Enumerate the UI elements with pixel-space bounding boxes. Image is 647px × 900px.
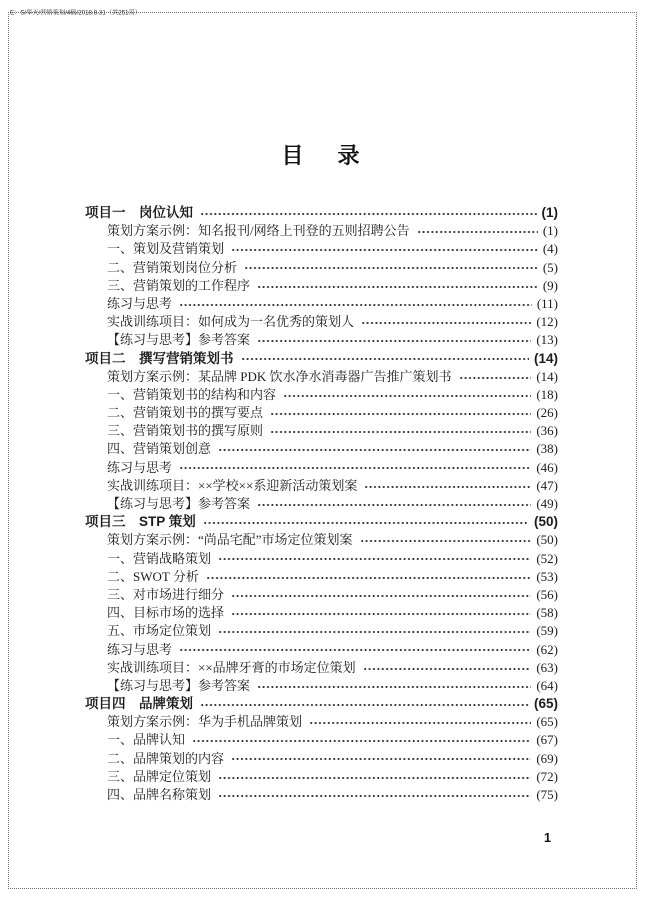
- toc-entry-label: 二、营销策划书的撰写要点: [107, 405, 264, 421]
- toc-entry: [85, 695, 558, 713]
- leader-dots: [241, 350, 529, 368]
- leader-dots: [244, 259, 538, 277]
- toc-entry-label: 三、营销策划的工作程序: [107, 277, 251, 293]
- toc-entry: [85, 368, 558, 386]
- toc-entry-page-number: (56): [536, 586, 558, 602]
- page-title: 目 录: [281, 143, 366, 168]
- toc-entry-page-number: (64): [536, 677, 558, 693]
- toc-entry-page-number: (47): [536, 477, 558, 493]
- leader-dots: [192, 731, 531, 749]
- toc-entry: [85, 531, 558, 549]
- toc-entry: [85, 641, 558, 659]
- toc-entry-label: 二、营销策划岗位分析: [107, 259, 238, 275]
- leader-dots: [459, 368, 532, 386]
- leader-dots: [218, 768, 531, 786]
- toc-entry-label: 策划方案示例：某品牌 PDK 饮水净水消毒器广告推广策划书: [107, 368, 452, 384]
- toc-entry: [85, 677, 558, 695]
- toc-entry-page-number: (65): [536, 714, 558, 730]
- toc-entry: [85, 713, 558, 731]
- toc-entry: [85, 295, 558, 313]
- toc-entry-label: 实战训练项目：××品牌牙膏的市场定位策划: [107, 659, 356, 675]
- toc-entry-page-number: (69): [536, 750, 558, 766]
- toc-entry-label: 【练习与思考】参考答案: [107, 677, 251, 693]
- leader-dots: [179, 641, 531, 659]
- toc-entry: [85, 204, 558, 222]
- toc-entry-page-number: (9): [542, 277, 558, 293]
- toc-entry-page-number: (12): [536, 314, 558, 330]
- toc-entry-page-number: (58): [536, 605, 558, 621]
- toc-entry: [85, 513, 558, 531]
- toc-entry-page-number: (63): [536, 659, 558, 675]
- toc-entry-label: 实战训练项目：××学校××系迎新活动策划案: [107, 477, 358, 493]
- leader-dots: [257, 495, 531, 513]
- leader-dots: [218, 786, 531, 804]
- toc-entry: [85, 550, 558, 568]
- toc-entry: [85, 422, 558, 440]
- toc-entry-label: 策划方案示例：“尚品宅配”市场定位策划案: [107, 532, 353, 548]
- leader-dots: [257, 331, 531, 349]
- toc-entry: [85, 659, 558, 677]
- toc-entry-label: 三、品牌定位策划: [107, 768, 212, 784]
- toc-entry: [85, 440, 558, 458]
- leader-dots: [231, 604, 531, 622]
- toc-entry-label: 项目一 岗位认知: [85, 205, 193, 220]
- toc-entry-page-number: (49): [536, 496, 558, 511]
- toc-entry-label: 一、品牌认知: [107, 732, 186, 748]
- leader-dots: [231, 750, 531, 768]
- toc-entry: [85, 495, 558, 513]
- leader-dots: [203, 513, 529, 531]
- leader-dots: [218, 622, 531, 640]
- leader-dots: [364, 477, 531, 495]
- toc-entry-label: 三、营销策划书的撰写原则: [107, 423, 264, 439]
- toc-entry: [85, 240, 558, 258]
- toc-entry-label: 一、营销策划书的结构和内容: [107, 386, 277, 402]
- toc-entry: [85, 731, 558, 749]
- toc-entry-label: 二、品牌策划的内容: [107, 750, 225, 766]
- toc-entry-page-number: (67): [536, 732, 558, 748]
- toc-entry-label: 一、营销战略策划: [107, 550, 212, 566]
- toc-entry: [85, 568, 558, 586]
- toc-entry-label: 五、市场定位策划: [107, 623, 212, 639]
- toc-entry: [85, 404, 558, 422]
- toc-entry-page-number: (46): [536, 459, 558, 475]
- leader-dots: [270, 422, 531, 440]
- toc-list: [85, 204, 558, 804]
- toc-entry-page-number: (13): [536, 332, 558, 348]
- toc-entry-page-number: (53): [536, 568, 558, 584]
- toc-entry-page-number: (65): [533, 696, 558, 712]
- toc-entry-label: 四、目标市场的选择: [107, 605, 225, 621]
- toc-entry: [85, 259, 558, 277]
- toc-entry-label: 练习与思考: [107, 295, 173, 311]
- leader-dots: [231, 586, 531, 604]
- toc-entry-page-number: (72): [536, 768, 558, 784]
- leader-dots: [231, 240, 538, 258]
- toc-entry-label: 【练习与思考】参考答案: [107, 332, 251, 348]
- toc-entry-page-number: (62): [536, 641, 558, 657]
- toc-entry-page-number: (5): [542, 259, 558, 275]
- toc-entry-page-number: (1): [541, 205, 558, 220]
- toc-entry-label: 策划方案示例：华为手机品牌策划: [107, 714, 303, 730]
- toc-entry-label: 二、SWOT 分析: [107, 568, 199, 584]
- toc-entry-page-number: (38): [536, 441, 558, 457]
- leader-dots: [179, 459, 531, 477]
- toc-entry-page-number: (75): [536, 787, 558, 802]
- leader-dots: [206, 568, 531, 586]
- leader-dots: [417, 222, 538, 240]
- leader-dots: [257, 677, 531, 695]
- toc-entry-page-number: (18): [536, 386, 558, 402]
- toc-entry: [85, 277, 558, 295]
- toc-entry-label: 一、策划及营销策划: [107, 241, 225, 257]
- leader-dots: [363, 659, 532, 677]
- page-number: 1: [544, 831, 551, 845]
- toc-entry: [85, 477, 558, 495]
- toc-entry: [85, 222, 558, 240]
- toc-entry-label: 【练习与思考】参考答案: [107, 496, 251, 511]
- toc-entry-page-number: (11): [536, 295, 558, 311]
- toc-entry: [85, 331, 558, 349]
- toc-entry-page-number: (50): [536, 532, 558, 548]
- leader-dots: [270, 404, 531, 422]
- toc-entry-page-number: (4): [542, 241, 558, 257]
- toc-entry-label: 策划方案示例：知名报刊/网络上刊登的五则招聘公告: [107, 223, 410, 239]
- toc-entry: [85, 586, 558, 604]
- toc-entry-label: 四、品牌名称策划: [107, 787, 212, 802]
- toc-entry-label: 项目四 品牌策划: [85, 696, 193, 712]
- toc-entry: [85, 350, 558, 368]
- toc-entry: [85, 604, 558, 622]
- toc-entry-label: 练习与思考: [107, 459, 173, 475]
- toc-entry: [85, 750, 558, 768]
- toc-entry-label: 三、对市场进行细分: [107, 586, 225, 602]
- printer-file-path-mark: E：S/华天/营销策划/4稿/2018.8.31（共251页）: [10, 9, 141, 17]
- toc-entry-page-number: (50): [533, 514, 558, 530]
- leader-dots: [200, 204, 537, 222]
- toc-entry: [85, 786, 558, 804]
- toc-entry-page-number: (26): [536, 405, 558, 421]
- toc-entry: [85, 622, 558, 640]
- toc-entry-label: 实战训练项目：如何成为一名优秀的策划人: [107, 314, 355, 330]
- leader-dots: [218, 550, 531, 568]
- toc-entry-page-number: (14): [533, 350, 558, 366]
- leader-dots: [283, 386, 531, 404]
- toc-entry-label: 项目三 STP 策划: [85, 514, 196, 530]
- toc-entry-page-number: (14): [536, 368, 558, 384]
- toc-entry-page-number: (52): [536, 550, 558, 566]
- leader-dots: [257, 277, 538, 295]
- leader-dots: [361, 313, 531, 331]
- leader-dots: [179, 295, 532, 313]
- leader-dots: [309, 713, 531, 731]
- toc-entry: [85, 459, 558, 477]
- toc-entry-label: 四、营销策划创意: [107, 441, 212, 457]
- leader-dots: [200, 695, 529, 713]
- toc-entry: [85, 386, 558, 404]
- toc-entry-page-number: (1): [542, 223, 558, 239]
- toc-entry-label: 练习与思考: [107, 641, 173, 657]
- toc-entry-page-number: (36): [536, 423, 558, 439]
- leader-dots: [360, 531, 532, 549]
- toc-entry: [85, 313, 558, 331]
- toc-entry: [85, 768, 558, 786]
- toc-entry-label: 项目二 撰写营销策划书: [85, 350, 234, 366]
- leader-dots: [218, 440, 531, 458]
- toc-entry-page-number: (59): [536, 623, 558, 639]
